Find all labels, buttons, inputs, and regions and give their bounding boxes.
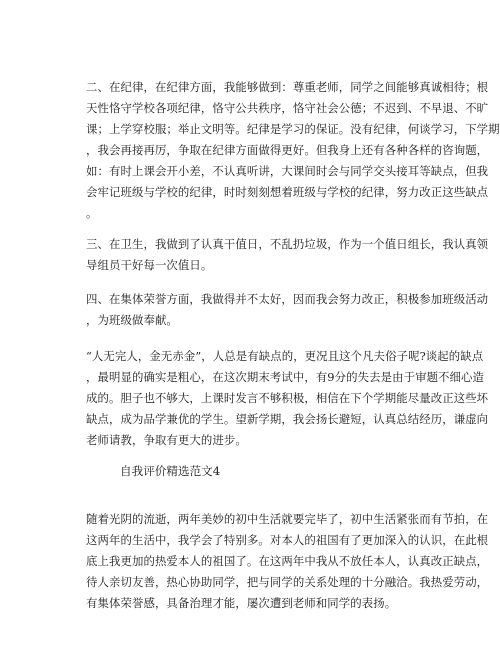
paragraph-collective-honor — [86, 289, 489, 331]
text-line: 老师请教，争取有更大的进步。 — [86, 433, 247, 447]
text-line: ，最明显的确实是粗心，在这次期末考试中，有9分的失去是由于审题不细心造 — [86, 370, 485, 384]
text-line: 天性恪守学校各项纪律，恪守公共秩序，恪守社会公德；不迟到、不早退、不旷 — [86, 101, 489, 115]
paragraph-sample-4 — [86, 509, 489, 614]
text-line: 缺点，成为品学兼优的学生。望新学期，我会扬长避短，认真总结经历，谦虚向 — [86, 412, 489, 426]
text-line: 底上我更加的热爱本人的祖国了。在这两年中我从不放任本人，认真改正缺点， — [86, 554, 489, 568]
text-line: 会牢记班级与学校的纪律，时时刻刻想着班级与学校的纪律，努力改正这些缺点 — [86, 185, 489, 199]
text-line: 课；上学穿校服；举止文明等。纪律是学习的保证。没有纪律，何谈学习，下学期 — [86, 122, 500, 136]
text-line: 如：有时上课会开小差，不认真听讲，大课间时会与同学交头接耳等缺点，但我 — [86, 164, 489, 178]
section-heading: 自我评价精选范文4 — [120, 464, 221, 478]
text-line: “人无完人，金无赤金”，人总是有缺点的，更况且这个凡夫俗子呢?谈起的缺点 — [86, 349, 484, 363]
paragraph-discipline — [86, 77, 500, 224]
text-line: ，我会再接再厉，争取在纪律方面做得更好。但我身上还有各种各样的咨询题， — [86, 143, 489, 157]
text-line: 。 — [86, 206, 98, 220]
text-line: 导组员干好每一次值日。 — [86, 258, 213, 272]
text-line: 这两年的生活中，我学会了特别多。对本人的祖国有了更加深入的认识，在此根 — [86, 533, 489, 547]
text-line: 待人亲切友善，热心协助同学，把与同学的关系处理的十分融洽。我热爱劳动， — [86, 575, 489, 589]
text-line: 三、在卫生，我做到了认真干值日，不乱扔垃圾，作为一个值日组长，我认真领 — [86, 237, 489, 251]
text-line: 二、在纪律，在纪律方面，我能够做到：尊重老师，同学之间能够真诚相待；根 — [86, 80, 489, 94]
text-line: 成的。胆子也不够大，上课时发言不够积极，相信在下个学期能尽量改正这些坏 — [86, 391, 489, 405]
text-line: 四、在集体荣誉方面，我做得并不太好，因而我会努力改正，积极参加班级活动 — [86, 292, 489, 306]
paragraph-hygiene — [86, 234, 489, 276]
text-line: 随着光阴的流逝，两年美妙的初中生活就要完毕了，初中生活紧张而有节拍，在 — [86, 512, 489, 526]
paragraph-shortcomings — [86, 346, 489, 451]
text-line: ，为班级做奉献。 — [86, 313, 178, 327]
text-line: 有集体荣誉感，具备治理才能，屡次遭到老师和同学的表扬。 — [86, 596, 397, 610]
